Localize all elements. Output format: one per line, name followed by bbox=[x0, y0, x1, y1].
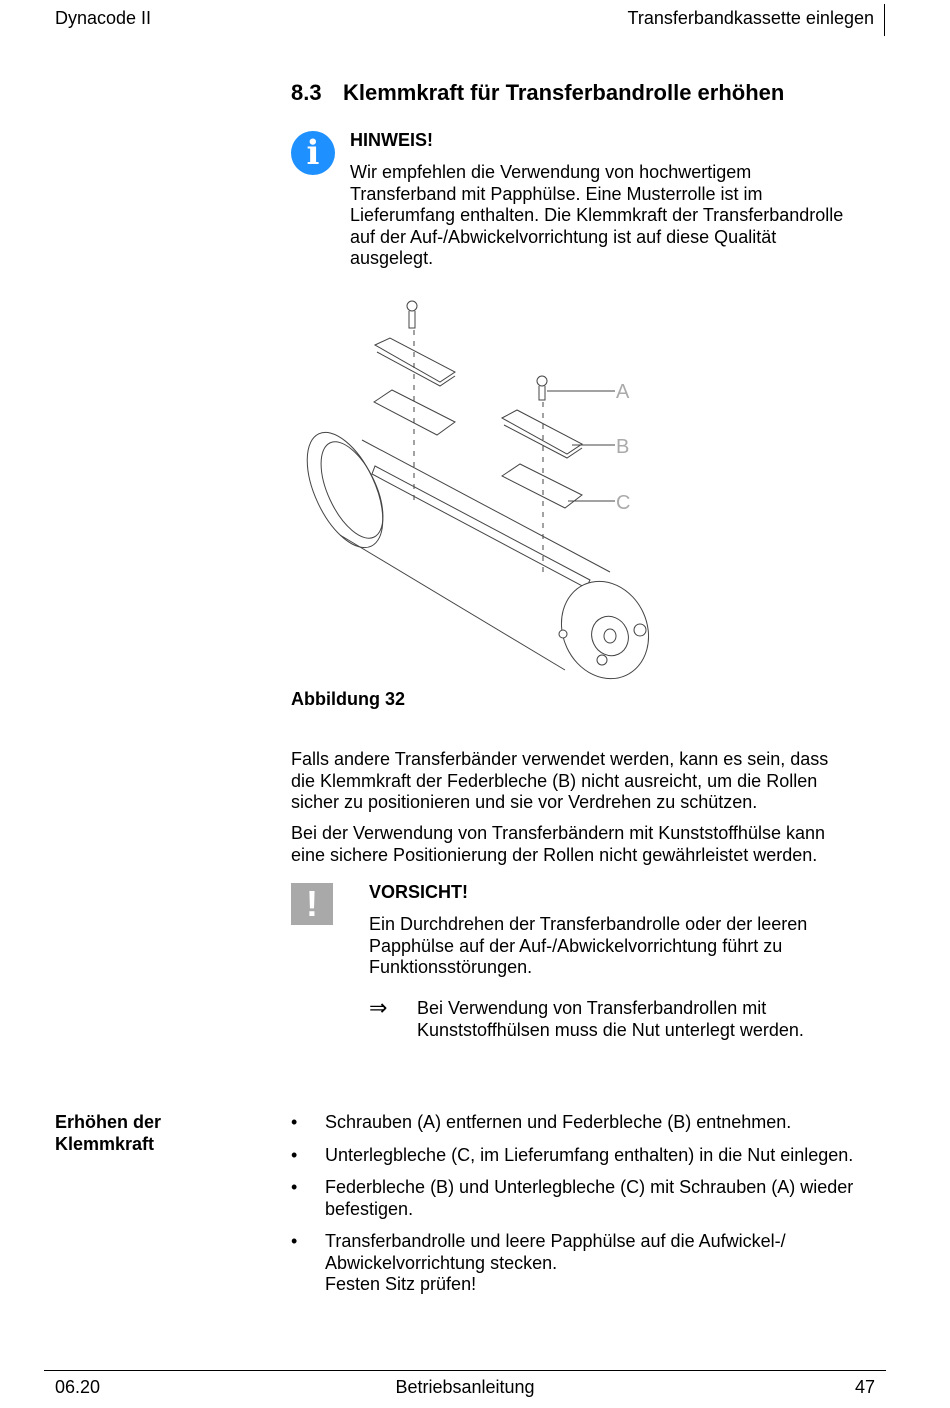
bullet-icon: • bbox=[291, 1112, 298, 1132]
procedure-label-line: Erhöhen der bbox=[55, 1112, 162, 1132]
note-title: HINWEIS! bbox=[350, 130, 433, 150]
note-line: Lieferumfang enthalten. Die Klemmkraft der Transferbandrolle bbox=[350, 205, 844, 225]
paragraph-line: Bei der Verwendung von Transferbändern mit Kunststoffhülse kann bbox=[291, 823, 825, 843]
caution-action-line: Bei Verwendung von Transferbandrollen mit bbox=[417, 998, 767, 1018]
action-arrow-icon: ⇒ bbox=[369, 996, 388, 1021]
step-line: Unterlegbleche (C, im Lieferumfang enthalten) in die Nut einlegen. bbox=[325, 1144, 854, 1165]
note-line: ausgelegt. bbox=[350, 248, 434, 268]
spring-plate-b-right bbox=[502, 410, 582, 458]
procedure-steps bbox=[291, 1112, 891, 1307]
figure-caption: Abbildung 32 bbox=[291, 689, 405, 709]
exclamation-icon: ! bbox=[291, 883, 333, 925]
caution-line: Papphülse auf der Auf-/Abwickelvorrichtung führt zu bbox=[369, 935, 783, 956]
spring-plate-b-left bbox=[375, 338, 455, 386]
caution-body bbox=[369, 914, 889, 979]
step-line: Schrauben (A) entfernen und Federbleche (B) entnehmen. bbox=[325, 1112, 792, 1132]
caution-line: Funktionsstörungen. bbox=[369, 957, 533, 977]
note-line: Wir empfehlen die Verwendung von hochwertigem bbox=[350, 162, 752, 182]
step-line: befestigen. bbox=[325, 1198, 414, 1219]
caution-action-line: Kunststoffhülsen muss die Nut unterlegt werden. bbox=[417, 1019, 804, 1040]
footer-date: 06.20 bbox=[55, 1377, 101, 1397]
step-line: Abwickelvorrichtung stecken. bbox=[325, 1252, 558, 1273]
bullet-icon: • bbox=[291, 1231, 298, 1251]
paragraph-2 bbox=[291, 823, 881, 866]
note-body bbox=[350, 162, 890, 270]
section-title: Klemmkraft für Transferbandrolle erhöhen bbox=[343, 80, 785, 105]
note-line: Transferband mit Papphülse. Eine Musterrolle ist im bbox=[350, 183, 763, 204]
bullet-icon: • bbox=[291, 1177, 298, 1197]
caution-action bbox=[417, 998, 887, 1041]
section-heading bbox=[291, 80, 784, 106]
info-icon: i bbox=[291, 131, 335, 175]
paragraph-1 bbox=[291, 749, 881, 814]
screw-a-right bbox=[537, 376, 547, 400]
mandrel-end-cap bbox=[546, 567, 660, 690]
page-number: 47 bbox=[854, 1377, 875, 1397]
step-line: Transferbandrolle und leere Papphülse auf die Aufwickel-/ bbox=[325, 1231, 786, 1251]
callout-label-a: A bbox=[616, 381, 630, 403]
footer-rule bbox=[44, 1370, 886, 1371]
bullet-icon: • bbox=[291, 1144, 298, 1165]
procedure-label-line: Klemmkraft bbox=[55, 1133, 155, 1154]
header-chapter-title: Transferbandkassette einlegen bbox=[627, 8, 874, 28]
procedure-step bbox=[291, 1112, 891, 1134]
paragraph-line: eine sichere Positionierung der Rollen nicht gewährleistet werden. bbox=[291, 844, 818, 865]
paragraph-line: sicher zu positionieren und sie vor Verdrehen zu schützen. bbox=[291, 792, 758, 812]
procedure-step bbox=[291, 1231, 891, 1296]
header-product-name: Dynacode II bbox=[55, 8, 152, 28]
paragraph-line: die Klemmkraft der Federbleche (B) nicht ausreicht, um die Rollen bbox=[291, 770, 818, 791]
screw-a-left bbox=[407, 301, 417, 328]
footer-doc-title: Betriebsanleitung bbox=[395, 1377, 535, 1397]
caution-line: Ein Durchdrehen der Transferbandrolle oder der leeren bbox=[369, 914, 808, 934]
callout-label-b: B bbox=[616, 436, 630, 458]
step-line: Federbleche (B) und Unterlegbleche (C) mit Schrauben (A) wieder bbox=[325, 1177, 854, 1197]
callout-label-c: C bbox=[616, 492, 631, 514]
paragraph-line: Falls andere Transferbänder verwendet werden, kann es sein, dass bbox=[291, 749, 829, 769]
section-number: 8.3 bbox=[291, 80, 322, 105]
caution-title: VORSICHT! bbox=[369, 882, 468, 902]
note-line: auf der Auf-/Abwickelvorrichtung ist auf diese Qualität bbox=[350, 226, 777, 247]
procedure-step bbox=[291, 1177, 891, 1220]
step-line: Festen Sitz prüfen! bbox=[325, 1274, 477, 1294]
procedure-step bbox=[291, 1145, 891, 1167]
transfer-roll-mandrel-drawing bbox=[290, 290, 660, 690]
procedure-label bbox=[55, 1112, 255, 1155]
header-divider bbox=[884, 4, 885, 36]
